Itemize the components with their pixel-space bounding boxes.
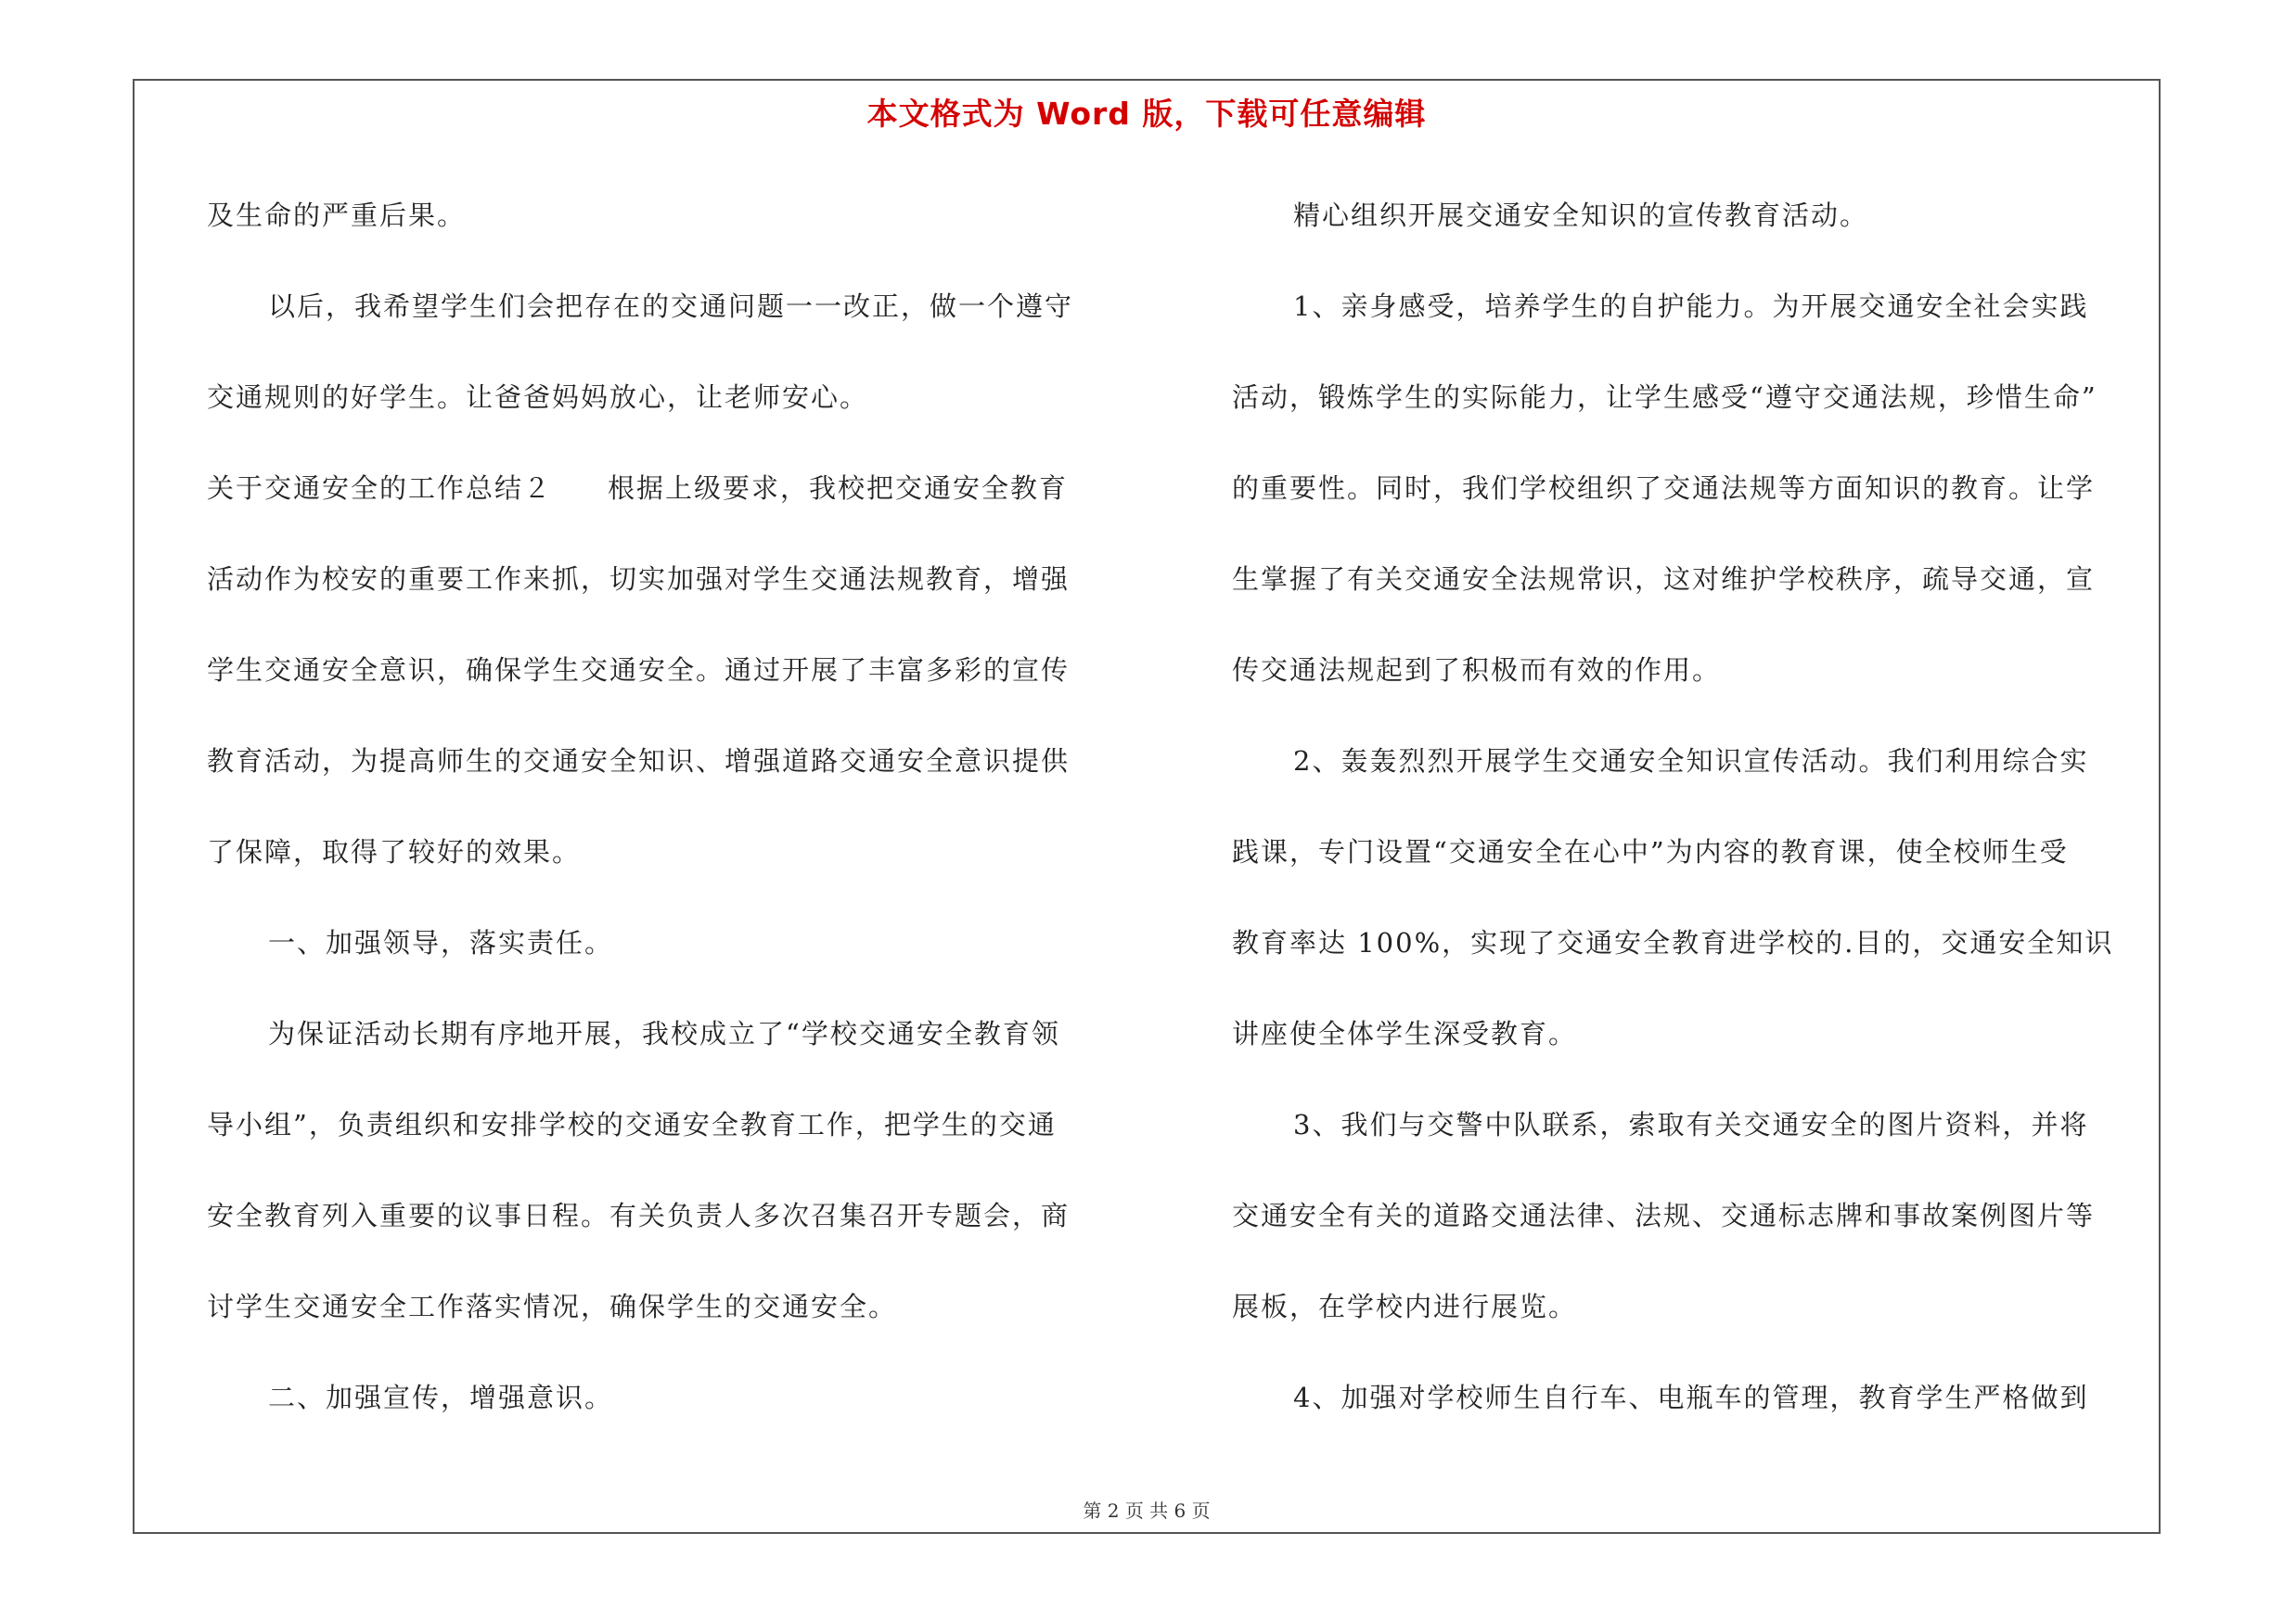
line-text: 为保证活动长期有序地开展，我校成立了“学校交通安全教育领 — [268, 1018, 1060, 1050]
text-line — [1232, 1170, 2160, 1261]
text-line — [207, 897, 1135, 988]
text-line — [207, 1170, 1135, 1261]
format-banner: 本文格式为 Word 版，下载可任意编辑 — [866, 96, 1427, 132]
line-text: 3、我们与交警中队联系，索取有关交通安全的图片资料，并将 — [1293, 1109, 2089, 1140]
line-text: 交通规则的好学生。让爸爸妈妈放心，让老师安心。 — [207, 381, 869, 413]
line-text: 讲座使全体学生深受教育。 — [1232, 1018, 1578, 1050]
line-text: 展板，在学校内进行展览。 — [1232, 1291, 1578, 1322]
text-line — [207, 352, 1135, 443]
page-footer: 第 2 页 共 6 页 — [1083, 1500, 1211, 1522]
line-text: 精心组织开展交通安全知识的宣传教育活动。 — [1293, 200, 1869, 231]
line-text: 以后，我希望学生们会把存在的交通问题一一改正，做一个遵守 — [268, 290, 1074, 322]
line-text: 1、亲身感受，培养学生的自护能力。为开展交通安全社会实践 — [1293, 290, 2089, 322]
line-text: 4、加强对学校师生自行车、电瓶车的管理，教育学生严格做到 — [1293, 1382, 2089, 1413]
line-text: 及生命的严重后果。 — [207, 200, 467, 231]
text-line — [1232, 715, 2160, 806]
line-text: 安全教育列入重要的议事日程。有关负责人多次召集召开专题会，商 — [207, 1200, 1071, 1231]
line-text: 一、加强领导，落实责任。 — [268, 927, 614, 959]
line-text: 二、加强宣传，增强意识。 — [268, 1382, 614, 1413]
text-line — [1232, 1352, 2160, 1443]
line-text: 传交通法规起到了积极而有效的作用。 — [1232, 654, 1722, 686]
line-text: 学生交通安全意识，确保学生交通安全。通过开展了丰富多彩的宣传 — [207, 654, 1071, 686]
line-text: 讨学生交通安全工作落实情况，确保学生的交通安全。 — [207, 1291, 898, 1322]
line-text: 了保障，取得了较好的效果。 — [207, 836, 582, 868]
line-text: 践课，专门设置“交通安全在心中”为内容的教育课，使全校师生受 — [1232, 836, 2069, 868]
text-line — [207, 988, 1135, 1079]
text-line — [207, 534, 1135, 625]
line-text: 教育活动，为提高师生的交通安全知识、增强道路交通安全意识提供 — [207, 745, 1071, 777]
text-line — [207, 1079, 1135, 1170]
text-line — [1232, 897, 2160, 988]
text-line — [207, 170, 1135, 261]
text-line — [207, 261, 1135, 352]
text-line — [1232, 625, 2160, 715]
text-line — [1232, 352, 2160, 443]
line-text-continued: 根据上级要求，我校把交通安全教育 — [608, 472, 1069, 504]
text-line — [207, 1352, 1135, 1443]
line-text: 活动作为校安的重要工作来抓，切实加强对学生交通法规教育，增强 — [207, 563, 1071, 595]
document-page — [133, 79, 2161, 1534]
text-line — [1232, 443, 2160, 534]
text-line — [1232, 534, 2160, 625]
left-column — [207, 170, 1135, 1443]
line-text: 教育率达 100%，实现了交通安全教育进学校的.目的，交通安全知识 — [1232, 927, 2114, 959]
text-line — [1232, 170, 2160, 261]
text-line — [207, 1261, 1135, 1352]
text-line — [1232, 261, 2160, 352]
text-line — [1232, 806, 2160, 897]
text-line — [207, 806, 1135, 897]
text-line — [1232, 1261, 2160, 1352]
line-text: 交通安全有关的道路交通法律、法规、交通标志牌和事故案例图片等 — [1232, 1200, 2096, 1231]
line-text: 生掌握了有关交通安全法规常识，这对维护学校秩序，疏导交通，宣 — [1232, 563, 2096, 595]
text-line — [207, 443, 1135, 534]
line-text: 的重要性。同时，我们学校组织了交通法规等方面知识的教育。让学 — [1232, 472, 2096, 504]
line-text: 2、轰轰烈烈开展学生交通安全知识宣传活动。我们利用综合实 — [1293, 745, 2089, 777]
text-line — [1232, 1079, 2160, 1170]
text-line — [207, 715, 1135, 806]
line-text: 导小组”，负责组织和安排学校的交通安全教育工作，把学生的交通 — [207, 1109, 1057, 1140]
right-column — [1232, 170, 2160, 1443]
line-text: 活动，锻炼学生的实际能力，让学生感受“遵守交通法规，珍惜生命” — [1232, 381, 2097, 413]
text-line — [207, 625, 1135, 715]
text-line — [1232, 988, 2160, 1079]
line-text: 关于交通安全的工作总结２ — [207, 472, 553, 504]
